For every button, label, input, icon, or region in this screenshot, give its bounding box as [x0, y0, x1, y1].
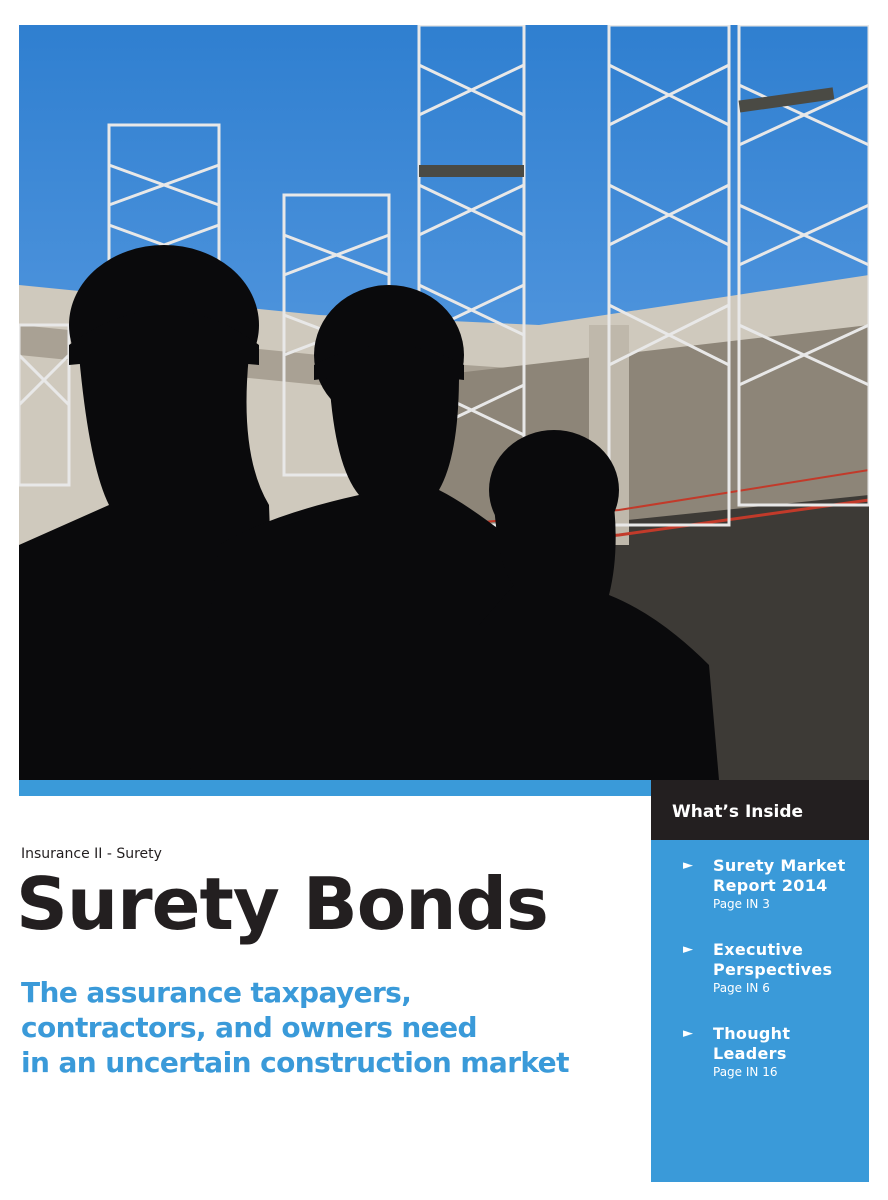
whats-inside-panel — [651, 840, 869, 1182]
arrow-right-icon: ► — [683, 858, 693, 873]
arrow-right-icon: ► — [683, 942, 693, 957]
inside-item-executive-perspectives[interactable] — [683, 940, 863, 996]
inside-item-page: Page IN 6 — [713, 981, 770, 995]
arrow-right-icon: ► — [683, 1026, 693, 1041]
inside-item-title: Surety Market Report 2014 — [713, 856, 846, 895]
cover-photo-illustration — [19, 25, 869, 780]
inside-item-surety-market-report[interactable] — [683, 856, 863, 912]
inside-item-thought-leaders[interactable] — [683, 1024, 863, 1080]
section-label: Insurance II - Surety — [21, 846, 162, 862]
whats-inside-heading: What’s Inside — [651, 780, 869, 840]
cover-photo — [19, 25, 869, 780]
accent-bar — [19, 780, 651, 796]
inside-item-title: Executive Perspectives — [713, 940, 833, 979]
inside-item-title: Thought Leaders — [713, 1024, 791, 1063]
page-title: Surety Bonds — [16, 862, 548, 946]
inside-item-page: Page IN 16 — [713, 1065, 778, 1079]
page-subtitle: The assurance taxpayers, contractors, and owners need in an uncertain construction market — [21, 976, 569, 1079]
inside-item-page: Page IN 3 — [713, 897, 770, 911]
